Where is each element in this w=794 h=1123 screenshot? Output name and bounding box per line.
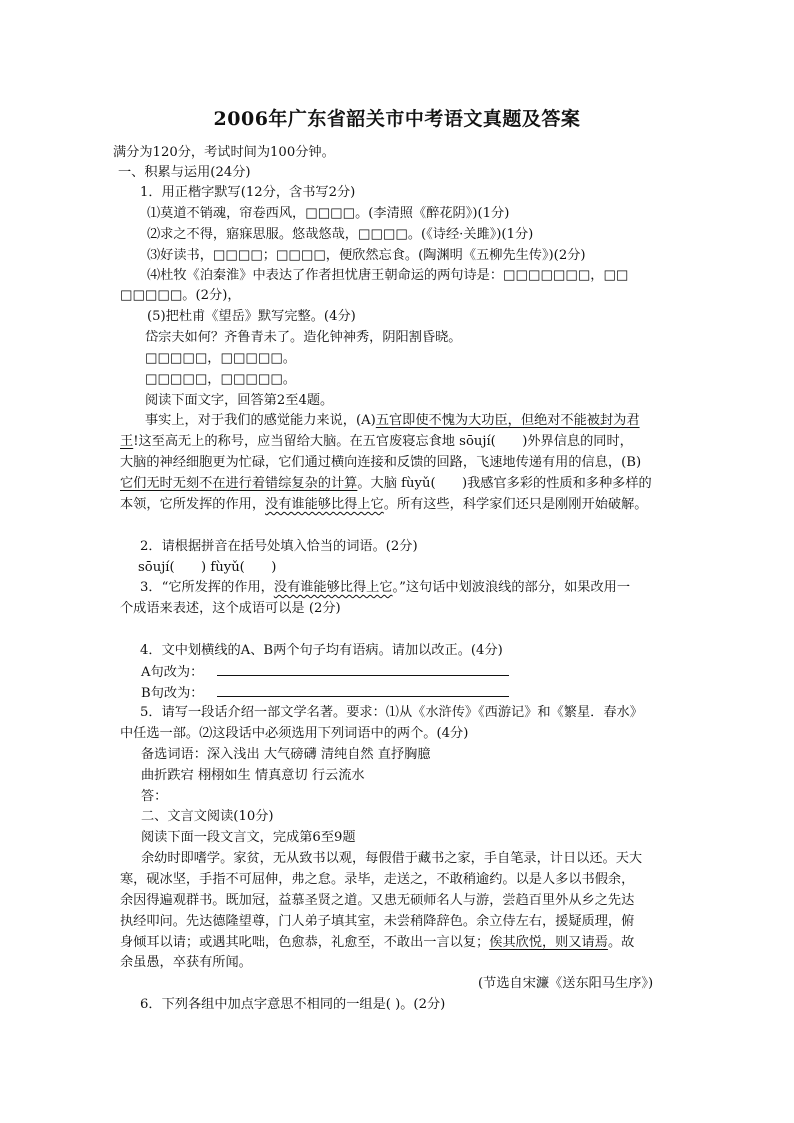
answer-blank-a[interactable] (217, 661, 509, 676)
passage-line4 (120, 473, 652, 495)
classical-line5 (120, 932, 634, 954)
q4-stem: 4．文中划横线的A、B两个句子均有语病。请加以改正。(4分) (140, 643, 503, 658)
classical-line2: 寒，砚冰坚，手指不可屈伸，弗之怠。录毕，走送之，不敢稍逾约。以是人多以书假余， (120, 872, 635, 887)
q3-line2: 个成语来表述，这个成语可以是 (2分) (120, 601, 341, 616)
q2-pinyin-line: sōují( ) fùyǔ( ) (138, 560, 277, 575)
poem-line1: 岱宗夫如何？齐鲁青未了。造化钟神秀，阴阳割昏晓。 (145, 330, 462, 345)
passage-line2 (120, 431, 633, 453)
exam-intro: 满分为120分，考试时间为100分钟。 (113, 145, 335, 160)
q2-stem: 2．请根据拼音在括号处填入恰当的词语。(2分) (140, 539, 418, 554)
section2-intro: 阅读下面一段文言文，完成第6至9题 (141, 830, 356, 845)
q6-stem: 6．下列各组中加点字意思不相同的一组是( )。(2分) (140, 997, 446, 1012)
passage-text: !这至高无上的称号，应当留给大脑。在五官废寝忘食地 sōují( )外界信息的同时， (133, 434, 633, 449)
q1-part3: ⑶好读书，□□□□；□□□□，便欣然忘食。(陶渊明《五柳先生传》)(2分) (147, 248, 586, 263)
classical-line4: 执经叩问。先达德隆望尊，门人弟子填其室，未尝稍降辞色。余立侍左右，援疑质理，俯 (120, 914, 635, 929)
q1-part4-line1: ⑷杜牧《泊秦淮》中表达了作者担忧唐王朝命运的两句诗是：□□□□□□□，□□ (147, 268, 629, 283)
sentence-b-underlined: 它们无时无刻不在进行着错综复杂的计算 (120, 476, 358, 491)
wavy-underlined-phrase: 没有谁能够比得上它 (265, 497, 384, 512)
wavy-underlined-phrase: 没有谁能够比得上它 (273, 580, 393, 595)
section2-heading: 二、文言文阅读(10分) (141, 809, 274, 824)
classical-text: 。故 (607, 935, 635, 950)
source-note: (节选自宋濂《送东阳马生序》) (478, 976, 654, 991)
q5-words2: 曲折跌宕 栩栩如生 情真意切 行云流水 (141, 768, 365, 783)
q1-part5: (5)把杜甫《望岳》默写完整。(4分) (147, 309, 356, 324)
q3-line1 (140, 577, 630, 599)
poem-line3: □□□□□，□□□□□。 (145, 372, 296, 387)
poem-line2: □□□□□，□□□□□。 (145, 351, 296, 366)
passage-text: 。大脑 fùyǔ( )我感官多彩的性质和多种多样的 (357, 476, 652, 491)
passage-line5 (120, 494, 648, 516)
passage-line3: 大脑的神经细胞更为忙碌，它们通过横向连接和反馈的回路，飞速地传递有用的信息，(B) (120, 455, 642, 470)
passage-line1 (145, 410, 640, 432)
q1-stem: 1．用正楷字默写(12分，含书写2分) (140, 185, 356, 200)
q5-words1: 备选词语：深入浅出 大气磅礴 清纯自然 直抒胸臆 (141, 747, 431, 762)
passage-text: 。所有这些，科学家们还只是刚刚开始破解。 (383, 497, 648, 512)
passage-text: 事实上，对于我们的感觉能力来说，(A) (145, 413, 376, 428)
classical-text: 身倾耳以请；或遇其叱咄，色愈恭，礼愈至，不敢出一言以复； (120, 935, 490, 950)
reading-intro: 阅读下面文字，回答第2至4题。 (145, 393, 334, 408)
q1-part1: ⑴莫道不销魂，帘卷西风，□□□□。(李清照《醉花阴》)(1分) (147, 206, 510, 221)
sentence-a-underlined-end: 王 (120, 434, 134, 449)
passage-text: 本领，它所发挥的作用， (120, 497, 266, 512)
classical-line3: 余因得遍观群书。既加冠，益慕圣贤之道。又患无硕师名人与游，尝趋百里外从乡之先达 (120, 893, 635, 908)
answer-blank-b[interactable] (217, 682, 509, 697)
page-title: 2006年广东省韶关市中考语文真题及答案 (213, 108, 581, 130)
sentence-a-underlined: 五官即使不愧为大功臣，但绝对不能被封为君 (375, 413, 640, 428)
q5-line2: 中任选一部。⑵这段话中必须选用下列词语中的两个。(4分) (120, 726, 469, 741)
classical-line6: 余虽愚，卒获有所闻。 (120, 955, 252, 970)
q4-a-line (141, 661, 509, 684)
underlined-sentence: 俟其欣悦，则又请焉 (489, 935, 608, 950)
q4-b-label: B句改为： (141, 686, 204, 701)
classical-line1: 余幼时即嗜学。家贫，无从致书以观，每假借于藏书之家，手自笔录，计日以还。天大 (141, 851, 643, 866)
q3-text: 3．“它所发挥的作用， (140, 580, 274, 595)
section1-heading: 一、积累与运用(24分) (118, 165, 251, 180)
q5-line1: 5．请写一段话介绍一部文学名著。要求：⑴从《水浒传》《西游记》和《繁星．春水》 (140, 705, 643, 720)
q4-a-label: A句改为： (141, 665, 204, 680)
q5-answer-label: 答： (141, 789, 168, 804)
q3-text: 。”这句话中划波浪线的部分，如果改用一 (392, 580, 631, 595)
q1-part2: ⑵求之不得，寤寐思服。悠哉悠哉，□□□□。(《诗经·关雎》)(1分) (147, 227, 534, 242)
q1-part4-line2: □□□□□。(2分)， (120, 288, 241, 303)
